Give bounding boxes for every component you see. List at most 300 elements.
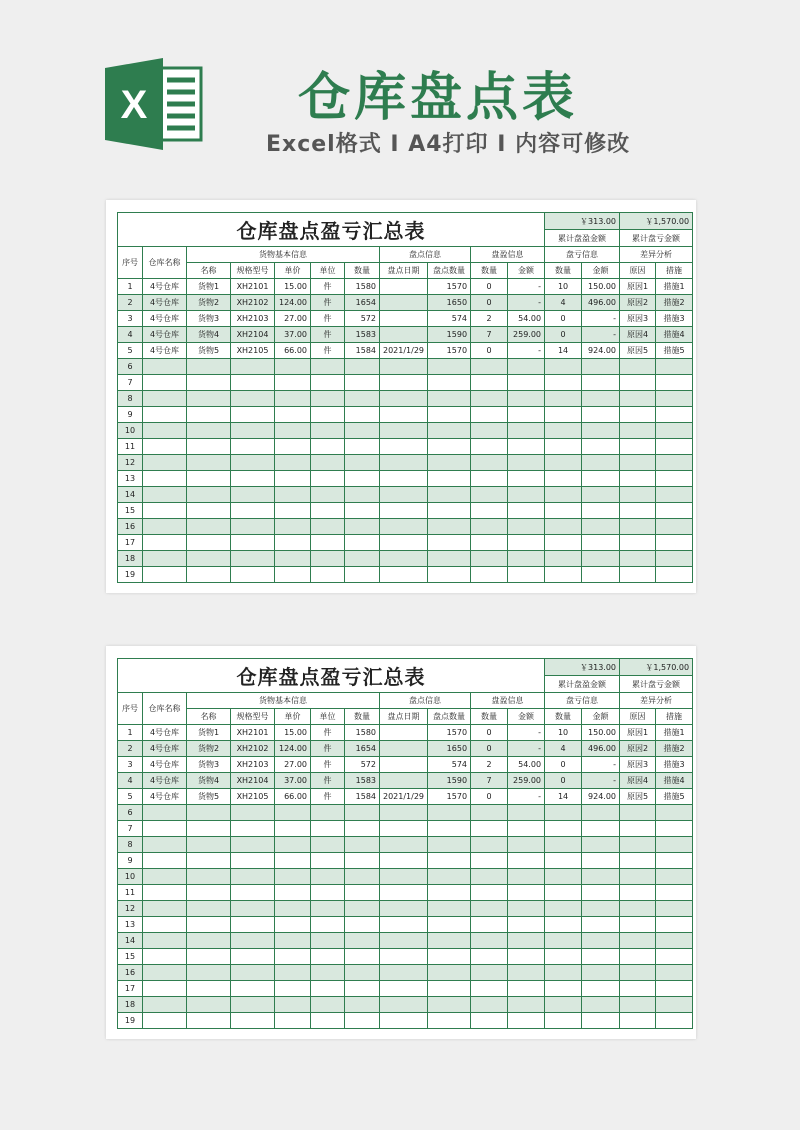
cell-surplus-qty[interactable]: 0	[471, 725, 508, 741]
cell-empty[interactable]	[380, 981, 428, 997]
cell-empty[interactable]	[620, 997, 656, 1013]
cell-empty[interactable]	[311, 375, 345, 391]
cell-seq[interactable]: 15	[118, 503, 143, 519]
cell-empty[interactable]	[187, 997, 231, 1013]
cell-empty[interactable]	[275, 885, 311, 901]
cell-measure[interactable]: 措施2	[656, 741, 693, 757]
cell-empty[interactable]	[428, 981, 471, 997]
cell-empty[interactable]	[187, 455, 231, 471]
cell-empty[interactable]	[143, 949, 187, 965]
cell-empty[interactable]	[471, 901, 508, 917]
cell-empty[interactable]	[471, 519, 508, 535]
cell-empty[interactable]	[380, 901, 428, 917]
cell-reason[interactable]: 原因4	[620, 773, 656, 789]
cell-empty[interactable]	[471, 359, 508, 375]
cell-empty[interactable]	[508, 949, 545, 965]
cell-empty[interactable]	[428, 407, 471, 423]
cell-empty[interactable]	[143, 917, 187, 933]
cell-empty[interactable]	[231, 519, 275, 535]
cell-count-date[interactable]	[380, 311, 428, 327]
cell-empty[interactable]	[275, 535, 311, 551]
cell-empty[interactable]	[656, 503, 693, 519]
cell-empty[interactable]	[582, 471, 620, 487]
cell-seq[interactable]: 1	[118, 725, 143, 741]
cell-empty[interactable]	[620, 933, 656, 949]
cell-empty[interactable]	[471, 471, 508, 487]
cell-price[interactable]: 124.00	[275, 295, 311, 311]
cell-empty[interactable]	[380, 487, 428, 503]
cell-empty[interactable]	[656, 471, 693, 487]
cell-empty[interactable]	[187, 359, 231, 375]
cell-loss-qty[interactable]: 0	[545, 327, 582, 343]
cell-seq[interactable]: 3	[118, 311, 143, 327]
cell-empty[interactable]	[471, 455, 508, 471]
cell-empty[interactable]	[508, 869, 545, 885]
cell-empty[interactable]	[345, 535, 380, 551]
cell-empty[interactable]	[187, 869, 231, 885]
cell-seq[interactable]: 14	[118, 933, 143, 949]
cell-empty[interactable]	[345, 901, 380, 917]
cell-empty[interactable]	[471, 997, 508, 1013]
cell-empty[interactable]	[471, 487, 508, 503]
cell-empty[interactable]	[187, 821, 231, 837]
cell-empty[interactable]	[380, 885, 428, 901]
cell-empty[interactable]	[187, 901, 231, 917]
cell-empty[interactable]	[231, 503, 275, 519]
cell-empty[interactable]	[143, 901, 187, 917]
cell-qty[interactable]: 1654	[345, 295, 380, 311]
cell-empty[interactable]	[275, 869, 311, 885]
cell-empty[interactable]	[471, 885, 508, 901]
cell-empty[interactable]	[380, 391, 428, 407]
cell-empty[interactable]	[545, 471, 582, 487]
cell-empty[interactable]	[471, 423, 508, 439]
cell-name[interactable]: 货物1	[187, 279, 231, 295]
cell-empty[interactable]	[471, 853, 508, 869]
cell-warehouse[interactable]: 4号仓库	[143, 279, 187, 295]
cell-warehouse[interactable]: 4号仓库	[143, 757, 187, 773]
cell-seq[interactable]: 17	[118, 535, 143, 551]
cell-empty[interactable]	[143, 519, 187, 535]
cell-empty[interactable]	[187, 885, 231, 901]
cell-empty[interactable]	[187, 487, 231, 503]
cell-empty[interactable]	[545, 853, 582, 869]
cell-empty[interactable]	[275, 407, 311, 423]
cell-empty[interactable]	[275, 551, 311, 567]
cell-unit[interactable]: 件	[311, 343, 345, 359]
cell-empty[interactable]	[582, 1013, 620, 1029]
cell-empty[interactable]	[582, 901, 620, 917]
cell-empty[interactable]	[380, 439, 428, 455]
cell-empty[interactable]	[545, 933, 582, 949]
cell-empty[interactable]	[231, 885, 275, 901]
cell-count-date[interactable]	[380, 327, 428, 343]
cell-empty[interactable]	[345, 391, 380, 407]
cell-empty[interactable]	[545, 837, 582, 853]
cell-empty[interactable]	[508, 519, 545, 535]
cell-empty[interactable]	[582, 551, 620, 567]
cell-empty[interactable]	[620, 423, 656, 439]
cell-empty[interactable]	[428, 917, 471, 933]
cell-empty[interactable]	[143, 375, 187, 391]
cell-empty[interactable]	[545, 519, 582, 535]
cell-seq[interactable]: 15	[118, 949, 143, 965]
cell-unit[interactable]: 件	[311, 725, 345, 741]
cell-empty[interactable]	[428, 821, 471, 837]
cell-empty[interactable]	[471, 535, 508, 551]
cell-count-qty[interactable]: 1590	[428, 773, 471, 789]
cell-empty[interactable]	[620, 805, 656, 821]
cell-empty[interactable]	[187, 853, 231, 869]
cell-empty[interactable]	[275, 455, 311, 471]
cell-empty[interactable]	[508, 455, 545, 471]
cell-empty[interactable]	[143, 933, 187, 949]
cell-empty[interactable]	[428, 471, 471, 487]
cell-empty[interactable]	[231, 917, 275, 933]
cell-qty[interactable]: 1583	[345, 773, 380, 789]
cell-loss-amt[interactable]: 496.00	[582, 741, 620, 757]
cell-unit[interactable]: 件	[311, 773, 345, 789]
cell-empty[interactable]	[345, 551, 380, 567]
cell-empty[interactable]	[380, 917, 428, 933]
cell-empty[interactable]	[620, 359, 656, 375]
cell-loss-amt[interactable]: 924.00	[582, 789, 620, 805]
cell-seq[interactable]: 8	[118, 391, 143, 407]
cell-seq[interactable]: 19	[118, 1013, 143, 1029]
cell-spec[interactable]: XH2104	[231, 773, 275, 789]
cell-empty[interactable]	[428, 455, 471, 471]
cell-surplus-qty[interactable]: 0	[471, 741, 508, 757]
cell-seq[interactable]: 9	[118, 853, 143, 869]
cell-seq[interactable]: 2	[118, 295, 143, 311]
cell-empty[interactable]	[582, 567, 620, 583]
cell-empty[interactable]	[311, 949, 345, 965]
cell-seq[interactable]: 1	[118, 279, 143, 295]
cell-loss-amt[interactable]: 496.00	[582, 295, 620, 311]
cell-empty[interactable]	[471, 981, 508, 997]
cell-empty[interactable]	[428, 869, 471, 885]
cell-empty[interactable]	[428, 519, 471, 535]
cell-empty[interactable]	[545, 503, 582, 519]
cell-seq[interactable]: 6	[118, 805, 143, 821]
cell-empty[interactable]	[143, 423, 187, 439]
cell-surplus-amt[interactable]: 54.00	[508, 757, 545, 773]
cell-warehouse[interactable]: 4号仓库	[143, 311, 187, 327]
cell-empty[interactable]	[656, 933, 693, 949]
cell-empty[interactable]	[428, 965, 471, 981]
cell-empty[interactable]	[143, 567, 187, 583]
cell-loss-amt[interactable]: -	[582, 757, 620, 773]
cell-empty[interactable]	[508, 821, 545, 837]
cell-loss-qty[interactable]: 14	[545, 343, 582, 359]
cell-empty[interactable]	[311, 407, 345, 423]
cell-surplus-qty[interactable]: 7	[471, 327, 508, 343]
cell-empty[interactable]	[231, 375, 275, 391]
cell-price[interactable]: 66.00	[275, 343, 311, 359]
cell-qty[interactable]: 1583	[345, 327, 380, 343]
cell-seq[interactable]: 12	[118, 901, 143, 917]
cell-qty[interactable]: 1584	[345, 343, 380, 359]
cell-empty[interactable]	[508, 837, 545, 853]
cell-empty[interactable]	[345, 853, 380, 869]
cell-empty[interactable]	[508, 535, 545, 551]
cell-empty[interactable]	[143, 997, 187, 1013]
cell-name[interactable]: 货物4	[187, 327, 231, 343]
cell-empty[interactable]	[311, 455, 345, 471]
cell-empty[interactable]	[508, 471, 545, 487]
cell-empty[interactable]	[508, 965, 545, 981]
cell-empty[interactable]	[311, 965, 345, 981]
cell-empty[interactable]	[231, 949, 275, 965]
cell-empty[interactable]	[508, 407, 545, 423]
cell-empty[interactable]	[620, 375, 656, 391]
cell-empty[interactable]	[620, 965, 656, 981]
cell-surplus-amt[interactable]: -	[508, 295, 545, 311]
cell-loss-amt[interactable]: 150.00	[582, 279, 620, 295]
cell-empty[interactable]	[275, 503, 311, 519]
cell-seq[interactable]: 5	[118, 343, 143, 359]
cell-empty[interactable]	[582, 407, 620, 423]
cell-empty[interactable]	[428, 997, 471, 1013]
cell-empty[interactable]	[143, 391, 187, 407]
cell-empty[interactable]	[311, 997, 345, 1013]
cell-empty[interactable]	[656, 997, 693, 1013]
cell-count-qty[interactable]: 1570	[428, 725, 471, 741]
cell-empty[interactable]	[380, 375, 428, 391]
cell-empty[interactable]	[508, 503, 545, 519]
cell-empty[interactable]	[143, 407, 187, 423]
cell-surplus-amt[interactable]: 259.00	[508, 773, 545, 789]
cell-empty[interactable]	[187, 551, 231, 567]
cell-empty[interactable]	[345, 917, 380, 933]
cell-empty[interactable]	[620, 519, 656, 535]
cell-reason[interactable]: 原因3	[620, 311, 656, 327]
cell-empty[interactable]	[582, 487, 620, 503]
cell-seq[interactable]: 5	[118, 789, 143, 805]
cell-reason[interactable]: 原因1	[620, 725, 656, 741]
cell-empty[interactable]	[380, 519, 428, 535]
cell-empty[interactable]	[620, 567, 656, 583]
cell-empty[interactable]	[656, 853, 693, 869]
cell-empty[interactable]	[187, 423, 231, 439]
cell-empty[interactable]	[143, 869, 187, 885]
cell-empty[interactable]	[620, 535, 656, 551]
cell-empty[interactable]	[471, 821, 508, 837]
cell-empty[interactable]	[345, 837, 380, 853]
cell-price[interactable]: 37.00	[275, 327, 311, 343]
cell-empty[interactable]	[545, 535, 582, 551]
cell-empty[interactable]	[345, 503, 380, 519]
cell-empty[interactable]	[656, 439, 693, 455]
cell-empty[interactable]	[582, 917, 620, 933]
cell-empty[interactable]	[428, 391, 471, 407]
cell-empty[interactable]	[380, 535, 428, 551]
cell-empty[interactable]	[545, 551, 582, 567]
cell-qty[interactable]: 1584	[345, 789, 380, 805]
cell-spec[interactable]: XH2105	[231, 343, 275, 359]
cell-name[interactable]: 货物3	[187, 311, 231, 327]
cell-empty[interactable]	[311, 837, 345, 853]
cell-empty[interactable]	[508, 885, 545, 901]
cell-empty[interactable]	[275, 821, 311, 837]
cell-empty[interactable]	[471, 837, 508, 853]
cell-empty[interactable]	[231, 423, 275, 439]
cell-empty[interactable]	[345, 885, 380, 901]
cell-name[interactable]: 货物2	[187, 741, 231, 757]
cell-measure[interactable]: 措施2	[656, 295, 693, 311]
cell-count-qty[interactable]: 1650	[428, 741, 471, 757]
cell-empty[interactable]	[380, 949, 428, 965]
cell-surplus-qty[interactable]: 2	[471, 311, 508, 327]
cell-empty[interactable]	[582, 805, 620, 821]
cell-empty[interactable]	[311, 901, 345, 917]
cell-name[interactable]: 货物3	[187, 757, 231, 773]
cell-empty[interactable]	[187, 805, 231, 821]
cell-empty[interactable]	[582, 359, 620, 375]
cell-warehouse[interactable]: 4号仓库	[143, 295, 187, 311]
cell-measure[interactable]: 措施1	[656, 279, 693, 295]
cell-empty[interactable]	[620, 885, 656, 901]
cell-empty[interactable]	[380, 359, 428, 375]
cell-empty[interactable]	[187, 917, 231, 933]
cell-empty[interactable]	[656, 375, 693, 391]
cell-empty[interactable]	[582, 519, 620, 535]
cell-empty[interactable]	[428, 933, 471, 949]
cell-empty[interactable]	[582, 853, 620, 869]
cell-empty[interactable]	[380, 551, 428, 567]
cell-reason[interactable]: 原因2	[620, 295, 656, 311]
cell-empty[interactable]	[231, 551, 275, 567]
cell-empty[interactable]	[656, 551, 693, 567]
cell-reason[interactable]: 原因5	[620, 343, 656, 359]
cell-count-date[interactable]	[380, 741, 428, 757]
cell-empty[interactable]	[656, 1013, 693, 1029]
cell-empty[interactable]	[311, 869, 345, 885]
cell-reason[interactable]: 原因4	[620, 327, 656, 343]
cell-empty[interactable]	[231, 535, 275, 551]
cell-empty[interactable]	[620, 503, 656, 519]
cell-qty[interactable]: 1580	[345, 725, 380, 741]
cell-empty[interactable]	[275, 359, 311, 375]
cell-loss-qty[interactable]: 4	[545, 741, 582, 757]
cell-loss-qty[interactable]: 10	[545, 725, 582, 741]
cell-seq[interactable]: 18	[118, 997, 143, 1013]
cell-loss-amt[interactable]: -	[582, 773, 620, 789]
cell-measure[interactable]: 措施5	[656, 789, 693, 805]
cell-empty[interactable]	[345, 375, 380, 391]
cell-measure[interactable]: 措施4	[656, 327, 693, 343]
cell-count-qty[interactable]: 1570	[428, 789, 471, 805]
cell-empty[interactable]	[380, 567, 428, 583]
cell-empty[interactable]	[345, 423, 380, 439]
cell-empty[interactable]	[428, 487, 471, 503]
cell-empty[interactable]	[231, 407, 275, 423]
cell-empty[interactable]	[582, 423, 620, 439]
cell-empty[interactable]	[545, 359, 582, 375]
cell-empty[interactable]	[582, 455, 620, 471]
cell-empty[interactable]	[311, 391, 345, 407]
cell-empty[interactable]	[582, 933, 620, 949]
cell-surplus-qty[interactable]: 7	[471, 773, 508, 789]
cell-empty[interactable]	[545, 981, 582, 997]
cell-empty[interactable]	[380, 503, 428, 519]
cell-qty[interactable]: 572	[345, 757, 380, 773]
cell-spec[interactable]: XH2105	[231, 789, 275, 805]
cell-empty[interactable]	[311, 519, 345, 535]
cell-empty[interactable]	[656, 407, 693, 423]
cell-empty[interactable]	[545, 391, 582, 407]
cell-empty[interactable]	[656, 391, 693, 407]
cell-empty[interactable]	[345, 997, 380, 1013]
cell-empty[interactable]	[428, 375, 471, 391]
cell-warehouse[interactable]: 4号仓库	[143, 741, 187, 757]
cell-empty[interactable]	[231, 821, 275, 837]
cell-empty[interactable]	[345, 471, 380, 487]
cell-surplus-amt[interactable]: -	[508, 741, 545, 757]
cell-empty[interactable]	[231, 439, 275, 455]
cell-empty[interactable]	[275, 997, 311, 1013]
cell-empty[interactable]	[428, 837, 471, 853]
cell-empty[interactable]	[380, 1013, 428, 1029]
cell-empty[interactable]	[275, 487, 311, 503]
cell-surplus-qty[interactable]: 0	[471, 343, 508, 359]
cell-surplus-qty[interactable]: 2	[471, 757, 508, 773]
cell-unit[interactable]: 件	[311, 327, 345, 343]
cell-surplus-amt[interactable]: -	[508, 279, 545, 295]
cell-warehouse[interactable]: 4号仓库	[143, 773, 187, 789]
cell-spec[interactable]: XH2102	[231, 295, 275, 311]
cell-loss-amt[interactable]: -	[582, 311, 620, 327]
cell-empty[interactable]	[508, 551, 545, 567]
cell-count-date[interactable]	[380, 295, 428, 311]
cell-empty[interactable]	[545, 901, 582, 917]
cell-empty[interactable]	[143, 535, 187, 551]
cell-empty[interactable]	[311, 423, 345, 439]
cell-surplus-qty[interactable]: 0	[471, 279, 508, 295]
cell-empty[interactable]	[231, 1013, 275, 1029]
cell-empty[interactable]	[311, 821, 345, 837]
cell-empty[interactable]	[345, 965, 380, 981]
cell-seq[interactable]: 8	[118, 837, 143, 853]
cell-empty[interactable]	[380, 821, 428, 837]
cell-empty[interactable]	[311, 981, 345, 997]
cell-empty[interactable]	[545, 869, 582, 885]
cell-seq[interactable]: 14	[118, 487, 143, 503]
cell-empty[interactable]	[143, 551, 187, 567]
cell-empty[interactable]	[311, 885, 345, 901]
cell-empty[interactable]	[428, 535, 471, 551]
cell-measure[interactable]: 措施3	[656, 311, 693, 327]
cell-count-date[interactable]	[380, 279, 428, 295]
cell-empty[interactable]	[471, 933, 508, 949]
cell-empty[interactable]	[620, 917, 656, 933]
cell-empty[interactable]	[231, 359, 275, 375]
cell-empty[interactable]	[545, 885, 582, 901]
cell-empty[interactable]	[508, 375, 545, 391]
cell-empty[interactable]	[508, 487, 545, 503]
cell-empty[interactable]	[275, 471, 311, 487]
cell-count-qty[interactable]: 1570	[428, 343, 471, 359]
cell-empty[interactable]	[345, 359, 380, 375]
cell-empty[interactable]	[187, 837, 231, 853]
cell-empty[interactable]	[656, 359, 693, 375]
cell-empty[interactable]	[311, 535, 345, 551]
cell-reason[interactable]: 原因5	[620, 789, 656, 805]
cell-empty[interactable]	[656, 885, 693, 901]
cell-loss-amt[interactable]: -	[582, 327, 620, 343]
cell-seq[interactable]: 11	[118, 439, 143, 455]
cell-empty[interactable]	[345, 439, 380, 455]
